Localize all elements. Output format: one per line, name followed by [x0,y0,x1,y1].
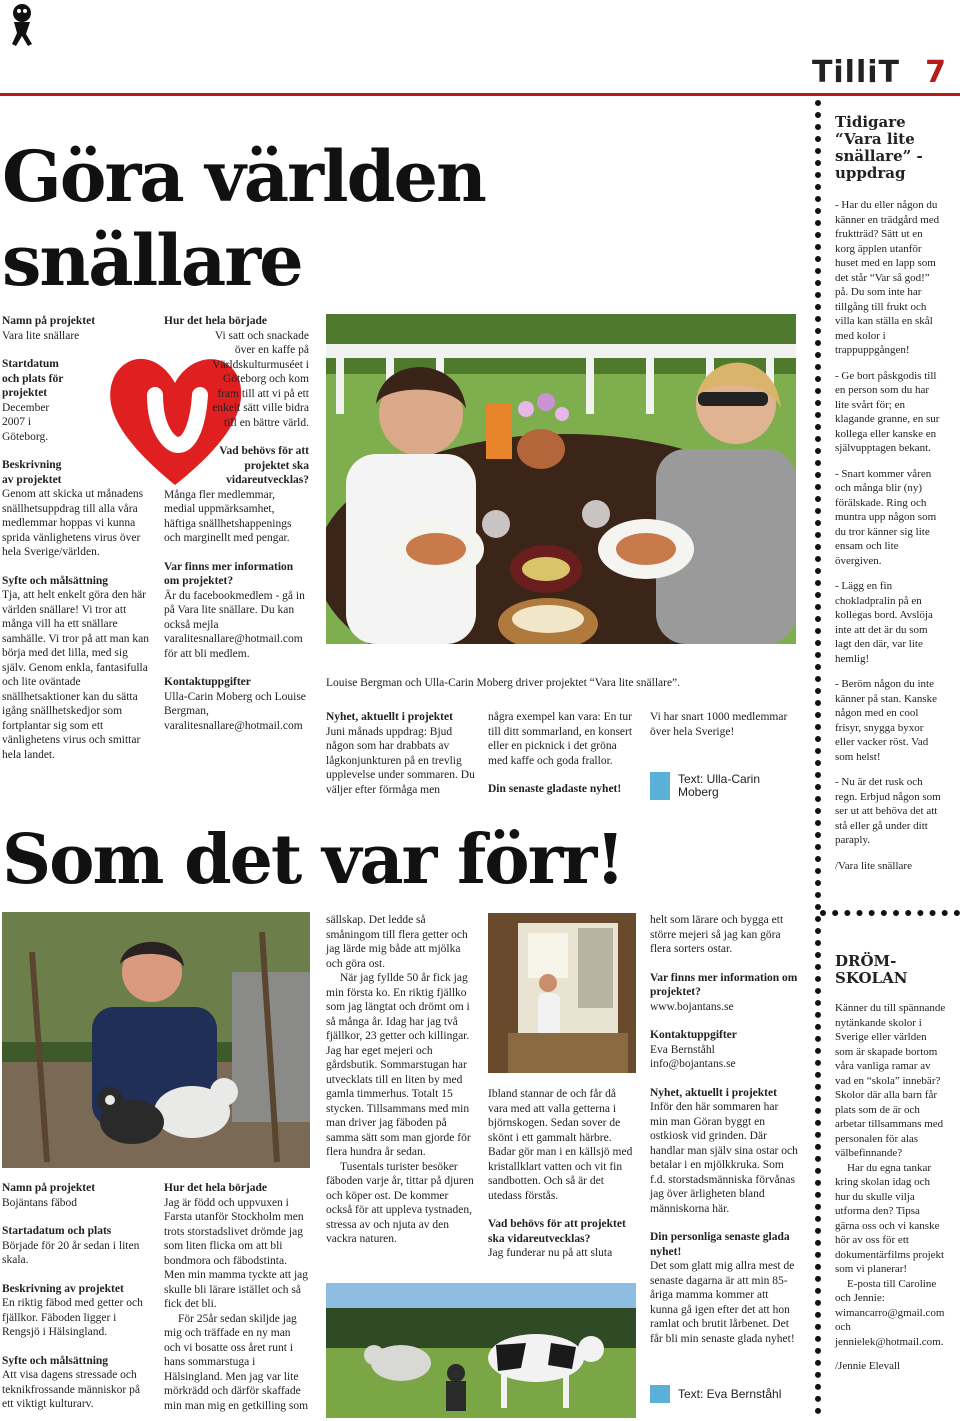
photo-cows-pasture [326,1283,636,1418]
section-heading: Nyhet, aktuellt i projektet [326,711,453,723]
section-heading: Namn på projektet [2,315,96,327]
section-text: Vara lite snällare [2,329,80,342]
section-text: www.bojantans.se [650,1000,734,1013]
headline-article2: Som det var förr! [2,820,624,900]
section-heading: Nyhet, aktuellt i projektet [650,1086,777,1099]
section-heading: Startdatum och plats för projektet [2,358,64,399]
sidebar2-paragraph: Känner du till spännande nytänkande skolor i Sverige eller världen som är skapade bortom våra vanliga ramar av vad en “skola” innebär? Skolor där alla barn får plats som de är och arbetar tillsammans med personalen för alas välbefinnande? [835,1002,946,1159]
sidebar2-signature: /Jennie Elevall [835,1360,901,1372]
section-heading: Hur det hela började [164,1182,267,1194]
photo-dairy-kitchen [488,913,636,1073]
article1-col3 [326,710,476,797]
article1-col2 [164,314,309,733]
section-heading: Syfte och målsättning [2,574,109,587]
section-heading: Vad behövs för att projektet ska vidareutvecklas? [488,1218,626,1245]
section-text: En riktig fäbod med getter och fjällkor. Fäboden ligger i Rengsjö i Hälsingland. [2,1297,143,1338]
running-figure-icon [4,2,38,48]
sidebar1-item: - Ge bort påskgodis till en person som du har lite svårt för; en klagande granne, en sur kollega eller kanske en självupptagen bekant. [835,369,940,454]
sidebar1-list [835,198,945,873]
section-text: Började för 20 år sedan i liten skala. [2,1239,140,1266]
section-heading: Din personliga senaste glada nyhet! [650,1231,790,1258]
section-heading: Beskrivning av projektet [2,1282,124,1295]
section-text: Det som glatt mig allra mest de senaste dagarna är att min 85-åriga mamma kommer att kunna gå igen efter det att hon ramlat och brutit lårbenet. Det får bli min senaste glada nyhet! [650,1260,795,1345]
logo [4,2,38,48]
sidebar1-item: - Nu är det rusk och regn. Erbjud någon som ser ut att behöva det att stå eller gå under ditt paraply. [835,776,941,846]
page-number: 7 [925,55,946,90]
section-heading: Kontaktuppgifter [164,676,251,688]
sidebar2-paragraph: E-posta till Caroline och Jennie: wimancarro@gmail.com och jennielek@hotmail.com. [835,1277,945,1348]
headline-line1: Göra världen [2,135,485,218]
credit-text: Text: Ulla-Carin Moberg [678,772,761,799]
section-text: Genom att skicka ut månadens snällhetsuppdrag till alla våra medlemmar hoppas vi kunna sprida vänlighetens virus över hela Sverige/världen. [2,488,144,558]
article2-col3 [326,913,474,1247]
section-text: Ibland stannar de och får då vara med att valla getterna i björnskogen. Sedan sover de skönt i ett gammalt härbre. Badar gör man i en källsjö med kristallklart vatten och vit fin sandbotten. Och så är det utedass förstås. [488,1088,633,1202]
section-heading: Din senaste gladaste nyhet! [488,783,622,795]
section-text: December 2007 i Göteborg. [2,401,50,443]
section-heading: Var finns mer information om projektet? [650,971,798,998]
section-text: Inför den här sommaren har min man Göran byggt en ostkiosk vid grinden. Där handlar man själv sina ostar och betalar i en mjölkkruka. Som f.d. storstadsmänniska förvånas jag över ärligheten bland människorna här. [650,1101,798,1215]
section-text: Eva Bernståhl info@bojantans.se [650,1043,736,1070]
sidebar-separator [820,910,960,916]
section-text: För 25år sedan skiljde jag mig och träffade en ny man och vi bosatte oss året runt i hans sommarstuga i Hälsingland. Men jag var lite mörkrädd och därför skaffade min man mig en getkilling som [164,1312,309,1412]
sidebar1-signature: /Vara lite snällare [835,859,912,872]
section-text: Tusentals turister besöker fäboden varje år, tittar på djuren och köper ost. De kommer också för att uppleva tystnaden, stressa av och njuta av den vackra naturen. [326,1160,474,1245]
section-heading: Hur det hela började [164,315,267,327]
section-text: När jag fyllde 50 år fick jag min första ko. En riktig fjällko som jag längtat och drömt om i så många år. Idag har jag två fjällkor, 23 getter och killingar. Jag har eget mejeri och gårdsbutik. Sommarstugan har utvecklats till en liten by med gamla timmerhus. Totalt 15 stycken. Tillsammans med min man driver jag fäboden på samma sätt som man gjorde för flera hundra år sedan. [326,972,471,1158]
article2-col4 [488,1087,636,1261]
section-text: Jag funderar nu på att sluta [488,1247,613,1259]
section-heading: Namn på projektet [2,1182,96,1194]
photo1-caption: Louise Bergman och Ulla-Carin Moberg driver projektet “Vara lite snällare”. [326,677,681,689]
article1-col4 [488,710,636,797]
section-heading: Kontaktuppgifter [650,1029,737,1041]
section-text: några exempel kan vara: En tur till ditt sommarland, en konsert eller en picknick i det gröna med kaffe och goda frallor. [488,711,633,767]
sidebar2-body [835,1001,947,1374]
article2-credit [650,1385,790,1403]
section-text: Att visa dagens stressade och teknikfrossande människor på ett viktigt kulturarv. [2,1369,140,1410]
article1-col1 [2,314,150,762]
section-text: Ulla-Carin Moberg och Louise Bergman, varalitesnallare@hotmail.com [164,690,306,732]
sidebar1-item: - Har du eller någon du känner en trädgård med fruktträd? Sätt ut en korg äpplen utanför huset med en lapp som det står “Var så god!” på. Du som inte har tillgång till frukt och villa kan ställa en skål med kolor i trappuppgången! [835,199,940,356]
section-text: Är du facebookmedlem - gå in på Vara lite snällare. Du kan också mejla varalitesnallare@hotmail.com för att bli medlem. [164,589,305,660]
sidebar1-title: Tidigare “Vara lite snällare” -uppdrag [835,113,923,182]
section-text: Många fler medlemmar, medial uppmärksamhet, häftiga snällhetshappenings och marginellt med pengar. [164,488,292,544]
sidebar1-item: - Snart kommer våren och många blir (ny) förälskade. Ring och muntra upp någon som du tror känner sig lite ensam och lite övergiven. [835,467,937,567]
section-heading: Var finns mer information om projektet? [164,560,294,587]
headline-line2: snällare [2,219,302,302]
section-text: Tja, att helt enkelt göra den här världen snällare! Vi tror att många vill ha ett snällare samhälle. Vi tror på att man kan börja med det lilla, med sig själv. Genom enkla, fantasifulla och lite oväntade snällhetsaktioner kan du sätta igång snällhetskedjor som fortplantar sig som ett vänlighetens virus och smittar hela landet. [2,589,149,761]
publication-name: TilliT [811,55,900,90]
sidebar1-item: - Lägg en fin chokladpralin på en kollegas bord. Avslöja inte att det är du som lagt den där, var lite hemlig! [835,580,933,665]
credit-text: Text: Eva Bernståhl [678,1387,782,1401]
sidebar2-paragraph: Har du egna tankar kring skolan idag och hur du skulle vilja utforma den? Tipsa gärna oss och vi kanske hör av oss för ett dokumentärfilms projekt som vi planerar! [835,1161,945,1275]
section-heading: Vad behövs för att projektet ska vidareutvecklas? [219,445,309,486]
article2-col5 [650,913,798,1346]
photo-women-at-table [326,314,796,644]
section-heading: Syfte och målsättning [2,1354,109,1367]
section-heading: Beskrivning av projektet [2,459,62,486]
section-text: Jag är född och uppvuxen i Farsta utanför Stockholm men trots storstadslivet drömde jag som liten flicka om att bli bondmora och fäbodstinta. Men min mamma tyckte att jag skulle bli lärare istället och så fick det bli. [164,1196,309,1310]
section-text: helt som lärare och bygga ett större mejeri så jag kan göra flera sorters ostar. [650,914,784,955]
photo-woman-with-goats [2,912,310,1168]
article2-col2 [164,1181,310,1413]
section-text: Vi har snart 1000 medlemmar över hela Sverige! [650,711,788,738]
article1-col5 [650,710,800,739]
section-text: Bojäntans fäbod [2,1196,78,1209]
sidebar-divider [815,100,821,1415]
section-text: Juni månads uppdrag: Bjud någon som har drabbats av lågkonjunkturen på en trevlig upplevelse under sommaren. Du väljer efter förmåga men [326,725,475,796]
sidebar2-title: DRÖM-SKOLAN [835,952,908,987]
sidebar1-item: - Beröm någon du inte känner på stan. Kanske någon med en cool frisyr, snygga byxor eller vacker röst. Vad som helst! [835,678,938,763]
article2-col1 [2,1181,150,1412]
section-heading: Startadatum och plats [2,1225,112,1237]
article1-credit [650,772,770,800]
section-text: Vi satt och snackade över en kaffe på Världskulturmuséet i Göteborg och kom fram till att vi på ett enkelt sätt ville bidra till en bättre värld. [212,329,309,429]
section-text: sällskap. Det ledde så småningom till flera getter och jag lärde mig både att mjölka och göra ost. [326,914,468,970]
